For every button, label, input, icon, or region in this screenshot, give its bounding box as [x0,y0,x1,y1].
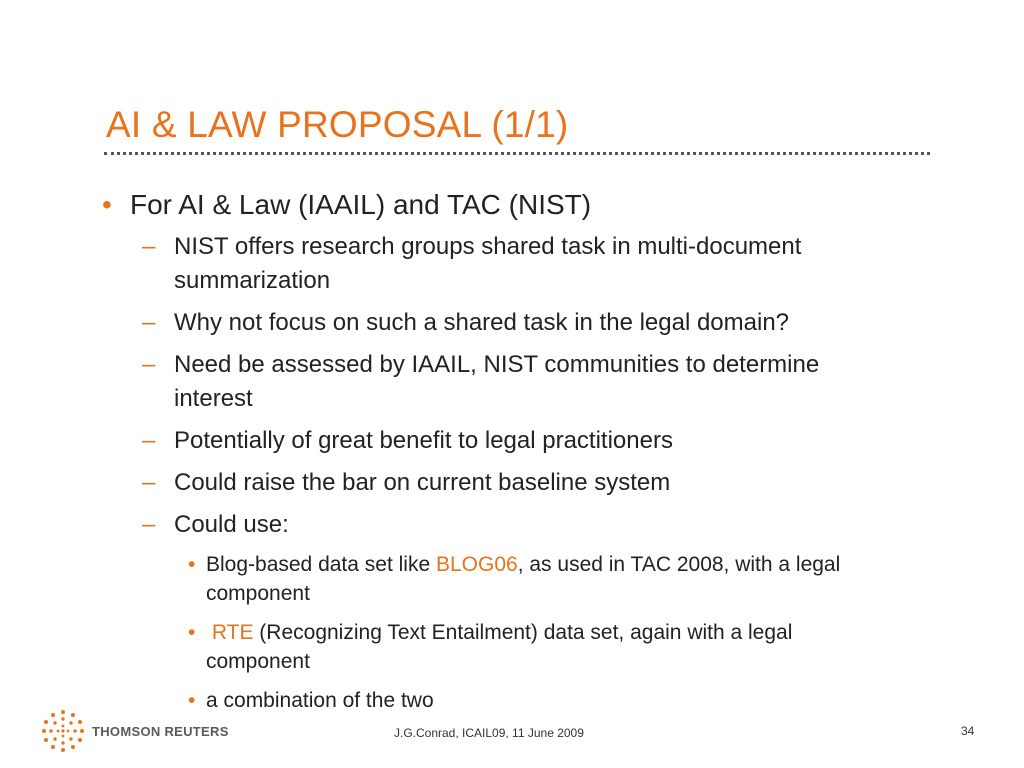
sub-bullet-text: Why not focus on such a shared task in the legal domain? [174,309,790,336]
sub-bullet-item [100,348,824,416]
sub-sub-bullet-pre: Blog-based data set like [206,553,436,576]
dotted-sphere-icon [40,708,86,754]
title-divider [104,152,930,155]
sub-bullet-text: Could raise the bar on current baseline system [174,469,671,496]
dash-marker: – [142,469,156,496]
sub-bullet-item [100,306,824,340]
bullet-item [100,186,900,224]
dash-marker: – [142,427,156,454]
sub-sub-bullet-post: , as used in TAC 2008, with a legal component [206,553,841,605]
slide-title: AI & LAW PROPOSAL (1/1) [106,104,569,145]
dash-marker: – [142,309,156,336]
dash-marker: – [142,351,156,378]
bullet-marker: • [188,689,196,712]
sub-sub-bullet-item [100,550,866,608]
sub-bullet-item [100,424,824,458]
sub-sub-bullet-pre: a combination of the two [206,689,434,712]
bullet-marker: • [102,189,112,220]
logo-wordmark: THOMSON REUTERS [92,723,229,739]
highlight-term-rte: RTE [211,621,254,644]
sub-bullet-text: Potentially of great benefit to legal practitioners [174,427,673,454]
dash-marker: – [142,233,156,260]
footer-credit: J.G.Conrad, ICAIL09, 11 June 2009 [394,726,584,740]
sub-bullet-text: Could use: [174,511,289,538]
thomson-reuters-logo [40,708,229,754]
bullet-marker: • [188,553,196,576]
sub-bullet-item [100,508,824,542]
sub-bullet-text: Need be assessed by IAAIL, NIST communities to determine interest [174,351,820,412]
sub-sub-bullet-post: (Recognizing Text Entailment) data set, again with a legal component [206,621,793,673]
bullet-text: For AI & Law (IAAIL) and TAC (NIST) [130,189,592,220]
dash-marker: – [142,511,156,538]
sub-bullet-text: NIST offers research groups shared task in multi-document summarization [174,233,802,294]
highlight-term-blog06: BLOG06 [435,553,518,576]
slide-content [100,186,900,725]
sub-sub-bullet-item [100,618,866,676]
sub-bullet-item [100,230,824,298]
sub-bullet-item [100,466,824,500]
page-number: 34 [961,724,975,738]
bullet-marker: • [188,621,196,644]
